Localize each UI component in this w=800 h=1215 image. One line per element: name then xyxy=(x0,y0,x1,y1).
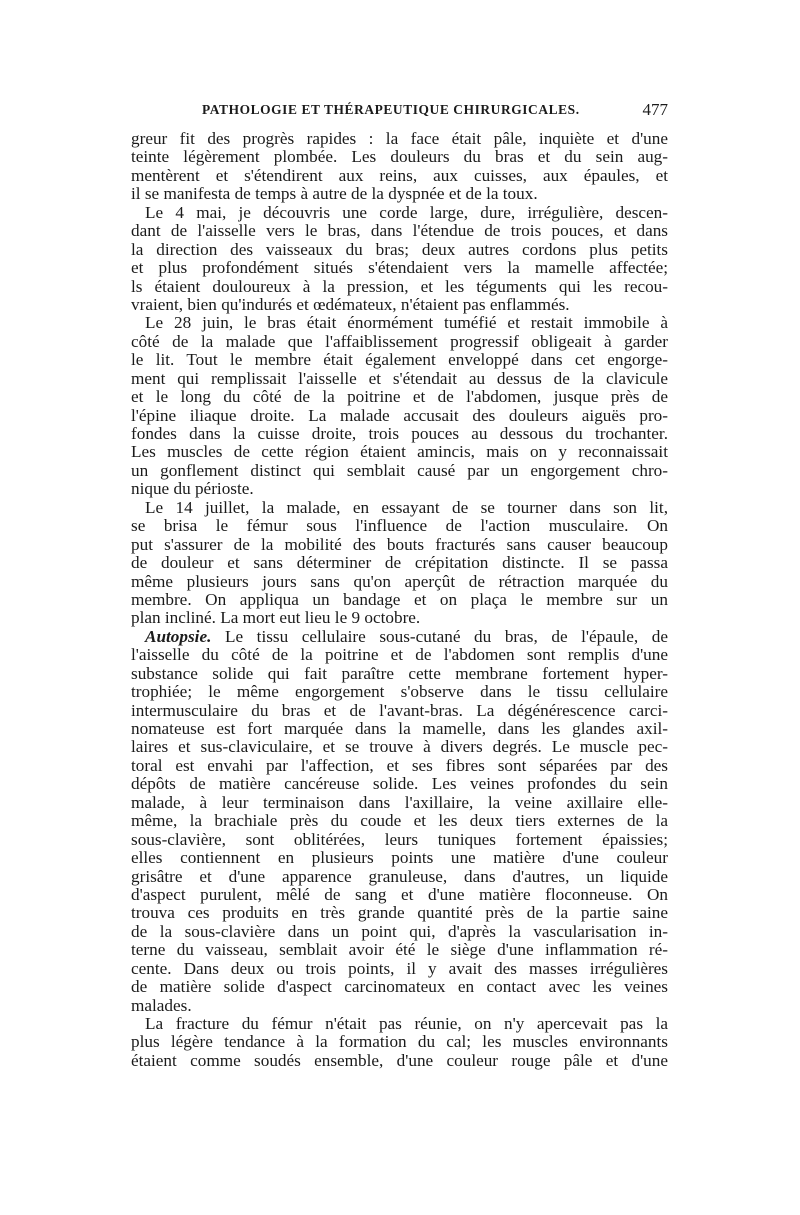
text-line: put s'assurer de la mobilité des bouts fracturés sans causer beaucoup xyxy=(131,534,668,554)
text-line: plus légère tendance à la formation du cal; les muscles environnants xyxy=(131,1032,668,1052)
text-line: greur fit des progrès rapides : la face était pâle, inquiète et d'une xyxy=(131,129,668,148)
text-line: Le 28 juin, le bras était énormément tuméfié et restait immobile à xyxy=(145,313,668,333)
text-line: sous-clavière, sont oblitérées, leurs tuniques fortement épaissies; xyxy=(131,829,668,849)
text-line: se brisa le fémur sous l'influence de l'action musculaire. On xyxy=(131,516,668,536)
autopsy-line xyxy=(131,628,668,646)
text-line: cente. Dans deux ou trois points, il y avait des masses irrégulières xyxy=(131,958,668,978)
text-line: intermusculaire du bras et de l'avant-bras. La dégénérescence carci- xyxy=(131,700,668,720)
text-line: Le 4 mai, je découvris une corde large, dure, irrégulière, descen- xyxy=(145,202,668,222)
text-line: de matière solide d'aspect carcinomateux en contact avec les veines xyxy=(131,977,668,997)
body-text xyxy=(131,130,668,1070)
text-line: nique du périoste. xyxy=(131,479,254,499)
text-line: elles contiennent en plusieurs points une matière d'une couleur xyxy=(131,848,668,868)
text-line: plan incliné. La mort eut lieu le 9 octobre. xyxy=(131,608,421,628)
text-line: côté de la malade que l'affaiblissement progressif obligeait à garder xyxy=(131,331,668,351)
text-line: trouva ces produits en très grande quantité près de la partie saine xyxy=(131,903,668,923)
autopsy-lead: Autopsie. xyxy=(145,626,212,646)
text-line: étaient comme soudés ensemble, d'une couleur rouge pâle et d'une xyxy=(131,1050,668,1070)
text-line: nomateuse est fort marquée dans la mamelle, dans les glandes axil- xyxy=(131,719,668,738)
text-line: vraient, bien qu'indurés et œdémateux, n'étaient pas enflammés. xyxy=(131,294,570,314)
page-number: 477 xyxy=(642,100,668,119)
text-line: l'épine iliaque droite. La malade accusait des douleurs aiguës pro- xyxy=(131,405,668,425)
text-line: La fracture du fémur n'était pas réunie, on n'y apercevait pas la xyxy=(145,1014,668,1033)
text-line: malades. xyxy=(131,995,192,1015)
text-line: fondes dans la cuisse droite, trois pouces au dessous du trochanter. xyxy=(131,424,668,443)
text-line: membre. On appliqua un bandage et on plaça le membre sur un xyxy=(131,589,668,609)
text-line: malade, à leur terminaison dans l'axillaire, la veine axillaire elle- xyxy=(131,792,668,812)
text-line: de la sous-clavière dans un point qui, d'après la vascularisation in- xyxy=(131,921,668,941)
text-line: un gonflement distinct qui semblait causé par un engorgement chro- xyxy=(131,460,668,480)
text-line: et le long du côté de la poitrine et de l'abdomen, jusque près de xyxy=(131,387,668,407)
text-line: laires et sus-claviculaire, et se trouve à divers degrés. Le muscle pec- xyxy=(131,737,668,757)
text-line: dépôts de matière cancéreuse solide. Les veines profondes du sein xyxy=(131,774,668,794)
text-line: dant de l'aisselle vers le bras, dans l'étendue de trois pouces, et dans xyxy=(131,221,668,241)
text-line: terne du vaisseau, semblait avoir été le siège d'une inflammation ré- xyxy=(131,940,668,960)
text-line: il se manifesta de temps à autre de la dyspnée et de la toux. xyxy=(131,184,538,204)
text-line: Le 14 juillet, la malade, en essayant de se tourner dans son lit, xyxy=(145,497,668,517)
text-line: grisâtre et d'une apparence granuleuse, dans d'autres, un liquide xyxy=(131,866,668,886)
text-line: teinte légèrement plombée. Les douleurs du bras et du sein aug- xyxy=(131,147,668,167)
text-line: ment qui remplissait l'aisselle et s'étendait au dessus de la clavicule xyxy=(131,368,668,388)
text-line: trophiée; le même engorgement s'observe dans le tissu cellulaire xyxy=(131,682,668,702)
text-line: l'aisselle du côté de la poitrine et de l'abdomen sont remplis d'une xyxy=(131,645,668,665)
text-line: d'aspect purulent, mêlé de sang et d'une matière floconneuse. On xyxy=(131,884,668,904)
book-page xyxy=(131,100,668,1070)
text-line: substance solide qui fait paraître cette membrane fortement hyper- xyxy=(131,663,668,683)
text-line: Les muscles de cette région étaient amincis, mais on y reconnaissait xyxy=(131,442,668,462)
text-line: mentèrent et s'étendirent aux reins, aux cuisses, aux épaules, et xyxy=(131,165,668,185)
text-line: et plus profondément situés s'étendaient vers la mamelle affectée; xyxy=(131,258,668,278)
page-header xyxy=(131,100,668,126)
text-line: même plusieurs jours sans qu'on aperçût de rétraction marquée du xyxy=(131,571,668,591)
text-line: Le tissu cellulaire sous-cutané du bras, de l'épaule, de xyxy=(224,626,668,646)
text-line: même, la brachiale près du coude et les deux tiers externes de la xyxy=(131,811,668,831)
text-line: le lit. Tout le membre était également enveloppé dans cet engorge- xyxy=(131,350,668,370)
text-line: ls étaient douloureux à la pression, et les téguments qui les recou- xyxy=(131,276,668,296)
running-head: PATHOLOGIE ET THÉRAPEUTIQUE CHIRURGICALES. xyxy=(202,102,580,117)
text-line: la direction des vaisseaux du bras; deux autres cordons plus petits xyxy=(131,239,668,259)
text-line: toral est envahi par l'affection, et ses fibres sont séparées par des xyxy=(131,755,668,775)
text-line: de douleur et sans déterminer de crépitation distincte. Il se passa xyxy=(131,553,668,573)
